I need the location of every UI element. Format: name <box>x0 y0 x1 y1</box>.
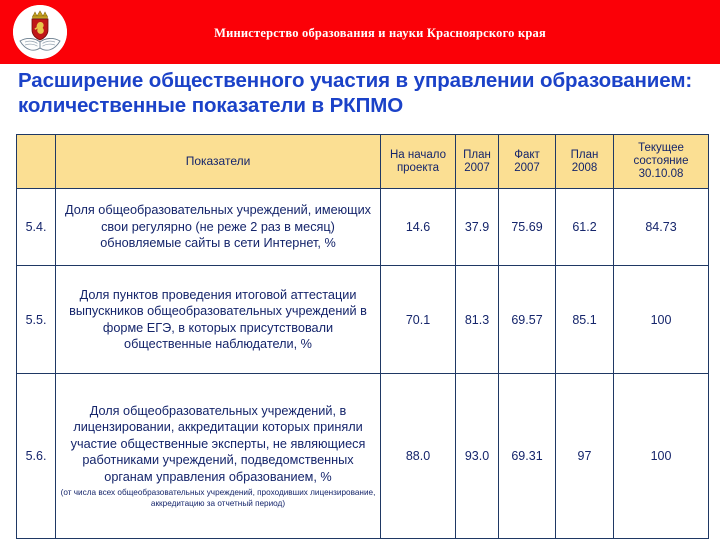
cell-plan-2007: 81.3 <box>456 266 499 374</box>
cell-current-state: 100 <box>614 374 709 539</box>
table-row <box>17 374 709 539</box>
column-header-plan-2008: План 2008 <box>556 135 614 189</box>
indicators-table-container <box>16 134 708 539</box>
cell-fact-2007: 75.69 <box>499 189 556 266</box>
table-row <box>17 266 709 374</box>
cell-fact-2007: 69.57 <box>499 266 556 374</box>
indicator-footnote: (от числа всех общеобразовательных учреждений, проходивших лицензирование, аккредитацию за отчетный период) <box>60 488 376 509</box>
cell-project-start: 14.6 <box>381 189 456 266</box>
indicators-table <box>16 134 709 539</box>
table-body <box>17 189 709 539</box>
column-header-plan-2007: План 2007 <box>456 135 499 189</box>
cell-plan-2008: 85.1 <box>556 266 614 374</box>
column-header-indicator: Показатели <box>56 135 381 189</box>
column-header-number <box>17 135 56 189</box>
cell-plan-2007: 37.9 <box>456 189 499 266</box>
table-header <box>17 135 709 189</box>
row-indicator-name: Доля пунктов проведения итоговой аттестации выпускников общеобразовательных учреждений в форме ЕГЭ, в которых присутствовали общественные наблюдатели, % <box>56 266 381 374</box>
header-banner <box>0 0 720 64</box>
column-header-project-start: На начало проекта <box>381 135 456 189</box>
column-header-current-state: Текущее состояние 30.10.08 <box>614 135 709 189</box>
cell-plan-2008: 61.2 <box>556 189 614 266</box>
indicator-text: Доля общеобразовательных учреждений, в лицензировании, аккредитации которых приняли участие общественные эксперты, не являющиеся работниками учреждений, подведомственных органам управления образованием, % <box>70 403 366 484</box>
row-indicator-name: Доля общеобразовательных учреждений, имеющих свои регулярно (не реже 2 раз в месяц) обновляемые сайты в сети Интернет, % <box>56 189 381 266</box>
cell-current-state: 100 <box>614 266 709 374</box>
coat-of-arms-icon <box>13 5 67 59</box>
page-title: Расширение общественного участия в управлении образованием: количественные показатели в РКПМО <box>18 69 693 117</box>
cell-project-start: 88.0 <box>381 374 456 539</box>
cell-plan-2008: 97 <box>556 374 614 539</box>
cell-plan-2007: 93.0 <box>456 374 499 539</box>
row-number: 5.5. <box>17 266 56 374</box>
cell-project-start: 70.1 <box>381 266 456 374</box>
cell-fact-2007: 69.31 <box>499 374 556 539</box>
row-number: 5.4. <box>17 189 56 266</box>
column-header-fact-2007: Факт 2007 <box>499 135 556 189</box>
row-indicator-name <box>56 374 381 539</box>
table-header-row <box>17 135 709 189</box>
row-number: 5.6. <box>17 374 56 539</box>
organization-title: Министерство образования и науки Красноярского края <box>214 26 546 40</box>
table-row <box>17 189 709 266</box>
cell-current-state: 84.73 <box>614 189 709 266</box>
